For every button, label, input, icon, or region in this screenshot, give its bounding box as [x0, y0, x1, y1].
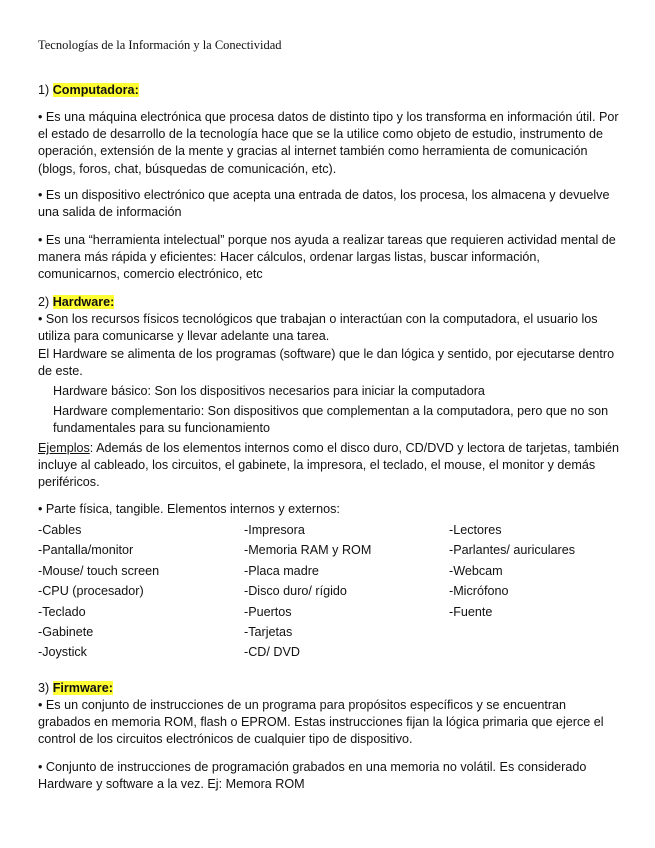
- section-3-title: Firmware: [52, 681, 109, 695]
- list-item: -CD/ DVD: [244, 645, 300, 660]
- section-2-paragraph-1: • Son los recursos físicos tecnológicos que trabajan o interactúan con la computadora, el usuario los utiliza para comunicarse y llevar adelante una tarea.: [38, 312, 598, 344]
- list-item: -Tarjetas: [244, 624, 293, 639]
- list-item: -Fuente: [449, 604, 493, 619]
- section-3-colon: :: [108, 681, 113, 695]
- section-2-paragraph-2: El Hardware se alimenta de los programas (software) que le dan lógica y sentido, por ejecutarse dentro de este.: [38, 347, 615, 379]
- list-item: -CPU (procesador): [38, 584, 144, 599]
- list-item: -Mouse/ touch screen: [38, 563, 160, 578]
- list-item: -Micrófono: [449, 584, 509, 599]
- section-1-paragraph-2: • Es un dispositivo electrónico que acepta una entrada de datos, los procesa, los almacena y devuelve una salida de información: [38, 188, 610, 220]
- document-header: Tecnologías de la Información y la Conectividad: [38, 38, 282, 52]
- list-item: -Impresora: [244, 523, 305, 537]
- section-1-number: 1): [38, 83, 53, 97]
- list-item: -Placa madre: [244, 563, 319, 578]
- section-2-number: 2): [38, 295, 53, 309]
- list-item: -Memoria RAM y ROM: [244, 543, 372, 558]
- examples-label: Ejemplos: [38, 441, 90, 455]
- section-3-number: 3): [38, 681, 53, 695]
- list-item: -Parlantes/ auriculares: [449, 543, 575, 558]
- hardware-basic-definition: Hardware básico: Son los dispositivos necesarios para iniciar la computadora: [53, 384, 485, 398]
- list-item: -Cables: [38, 523, 82, 537]
- examples-text: : Además de los elementos internos como el disco duro, CD/DVD y lectora de tarjetas, también incluye al cableado, los circuitos, el gabinete, la impresora, el teclado, el mouse, el monitor y demás periféricos.: [38, 441, 619, 490]
- list-intro: • Parte física, tangible. Elementos internos y externos:: [38, 502, 340, 516]
- section-2-title: Hardware: [52, 295, 111, 309]
- list-item: -Pantalla/monitor: [38, 543, 134, 558]
- hardware-list-column-2: [244, 522, 371, 665]
- list-item: -Lectores: [449, 523, 502, 537]
- list-item: -Disco duro/ rígido: [244, 584, 347, 599]
- hardware-list-column-1: [38, 522, 159, 665]
- section-1-paragraph-1: • Es una máquina electrónica que procesa datos de distinto tipo y los transforma en información útil. Por el estado de desarrollo de la tecnología hace que se la utilice como objeto de estudio, instrumento de operación, extensión de la mente y gracias al internet también como herramienta de comunicación (blogs, foros, chat, búsquedas de comunicación, etc).: [38, 110, 619, 176]
- list-item: -Webcam: [449, 563, 503, 578]
- section-2-colon: :: [110, 295, 115, 309]
- examples-paragraph: [38, 440, 620, 492]
- section-3-heading: [38, 680, 620, 697]
- section-1-paragraph-3: • Es una “herramienta intelectual” porque nos ayuda a realizar tareas que requieren actividad mental de manera más rápida y eficientes: Hacer cálculos, ordenar largas listas, buscar información, comunicarnos, comercio electrónico, etc: [38, 233, 616, 282]
- section-1-title: Computadora: [52, 83, 135, 97]
- list-item: -Joystick: [38, 645, 87, 660]
- list-item: -Gabinete: [38, 624, 94, 639]
- hardware-complementary-definition: Hardware complementario: Son dispositivos que complementan a la computadora, pero que no son fundamentales para su funcionamiento: [53, 404, 609, 436]
- section-1-colon: :: [134, 83, 139, 97]
- section-1-heading: [38, 82, 620, 99]
- list-item: -Puertos: [244, 604, 292, 619]
- list-item: -Teclado: [38, 604, 86, 619]
- section-2-heading: [38, 294, 620, 311]
- section-3-paragraph-2: • Conjunto de instrucciones de programación grabados en una memoria no volátil. Es considerado Hardware y software a la vez. Ej: Memora ROM: [38, 760, 587, 792]
- section-3-paragraph-1: • Es un conjunto de instrucciones de un programa para propósitos específicos y se encuentran grabados en memoria ROM, flash o EPROM. Estas instrucciones fijan la lógica primaria que ejerce el control de los circuitos electrónicos de cualquier tipo de dispositivo.: [38, 698, 604, 747]
- hardware-list-column-3: [449, 522, 575, 624]
